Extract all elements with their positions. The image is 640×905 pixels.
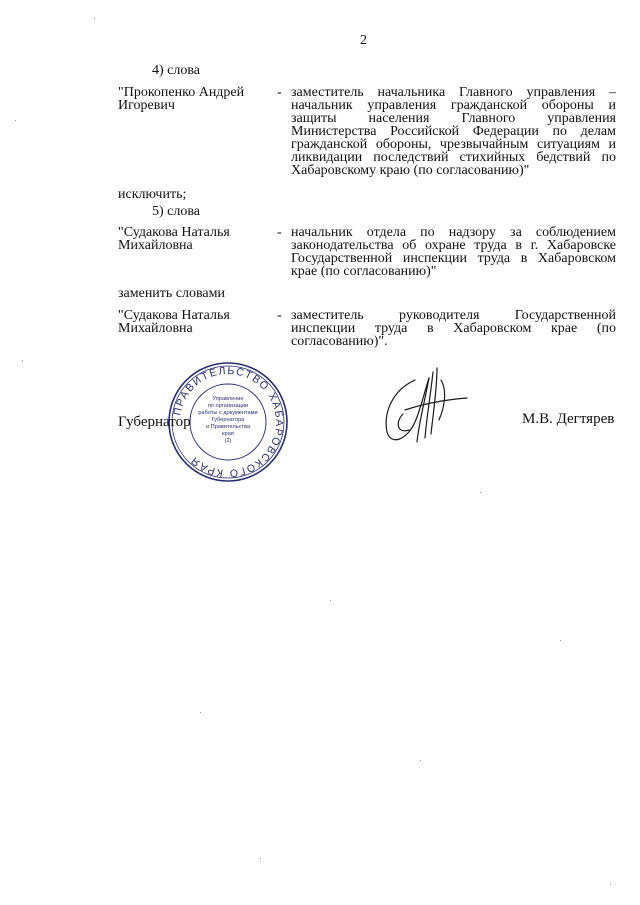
item-4-label: 4) слова (152, 63, 201, 78)
item-4-person-name (118, 86, 278, 112)
seal-line-5: и Правительства (206, 424, 250, 430)
seal-line-1: Управление (212, 396, 244, 402)
replacement-name-line1: "Судакова Наталья (118, 308, 230, 323)
scan-speck (420, 760, 421, 761)
item-4-dash: - (277, 85, 282, 100)
seal-line-4: Губернатора (211, 417, 245, 423)
replacement-name-line2: Михайловна (118, 321, 193, 336)
scan-speck (260, 858, 261, 859)
scan-speck (15, 120, 16, 121)
item-5-person-name (118, 226, 278, 252)
seal-line-2: по организации (207, 403, 249, 409)
seal-line-7: (2) (224, 438, 232, 444)
item-5-name-line1: "Судакова Наталья (118, 225, 230, 240)
replacement-description: заместитель руководителя Государственной инспекции труда в Хабаровском крае (по согласованию)". (291, 308, 616, 349)
scan-speck (200, 712, 201, 713)
scan-speck (94, 18, 95, 19)
item-4-action: исключить; (118, 187, 187, 202)
scan-speck (560, 640, 561, 641)
replacement-dash: - (277, 308, 282, 323)
item-5-name-line2: Михайловна (118, 238, 193, 253)
seal-line-6: края (222, 431, 234, 437)
item-5-dash: - (277, 225, 282, 240)
replacement-person-name (118, 309, 278, 335)
seal-line-3: работы с документами (198, 410, 258, 416)
item-4-name-line2: Игоревич (118, 98, 175, 113)
scan-speck (22, 360, 23, 361)
item-4-description: заместитель начальника Главного управления – начальник управления гражданской обороны и защиты населения Главного управления Министерства Российской Федерации по делам гражданской обороны, чрезвычайным ситуациям и ликвидации последствий стихийных бедствий по Хабаровскому краю (по согласованию)" (291, 85, 616, 178)
item-4-name-line1: "Прокопенко Андрей (118, 85, 245, 100)
handwritten-signature (375, 350, 475, 450)
item-5-action: заменить словами (118, 286, 225, 301)
scan-speck (330, 600, 331, 601)
signatory-title: Губернатор (118, 414, 191, 430)
seal-outer-text: ПРАВИТЕЛЬСТВО ХАБАРОВСКОГО КРАЯ (171, 364, 286, 480)
item-5-description: начальник отдела по надзору за соблюдением законодательства об охране труда в г. Хабаровске Государственной инспекции труда в Хабаровском крае (по согласованию)" (291, 225, 616, 279)
page-number: 2 (360, 33, 367, 48)
item-5-label: 5) слова (152, 204, 201, 219)
signatory-name: М.В. Дегтярев (522, 411, 615, 427)
scan-speck (480, 492, 481, 493)
scan-speck (610, 884, 611, 885)
